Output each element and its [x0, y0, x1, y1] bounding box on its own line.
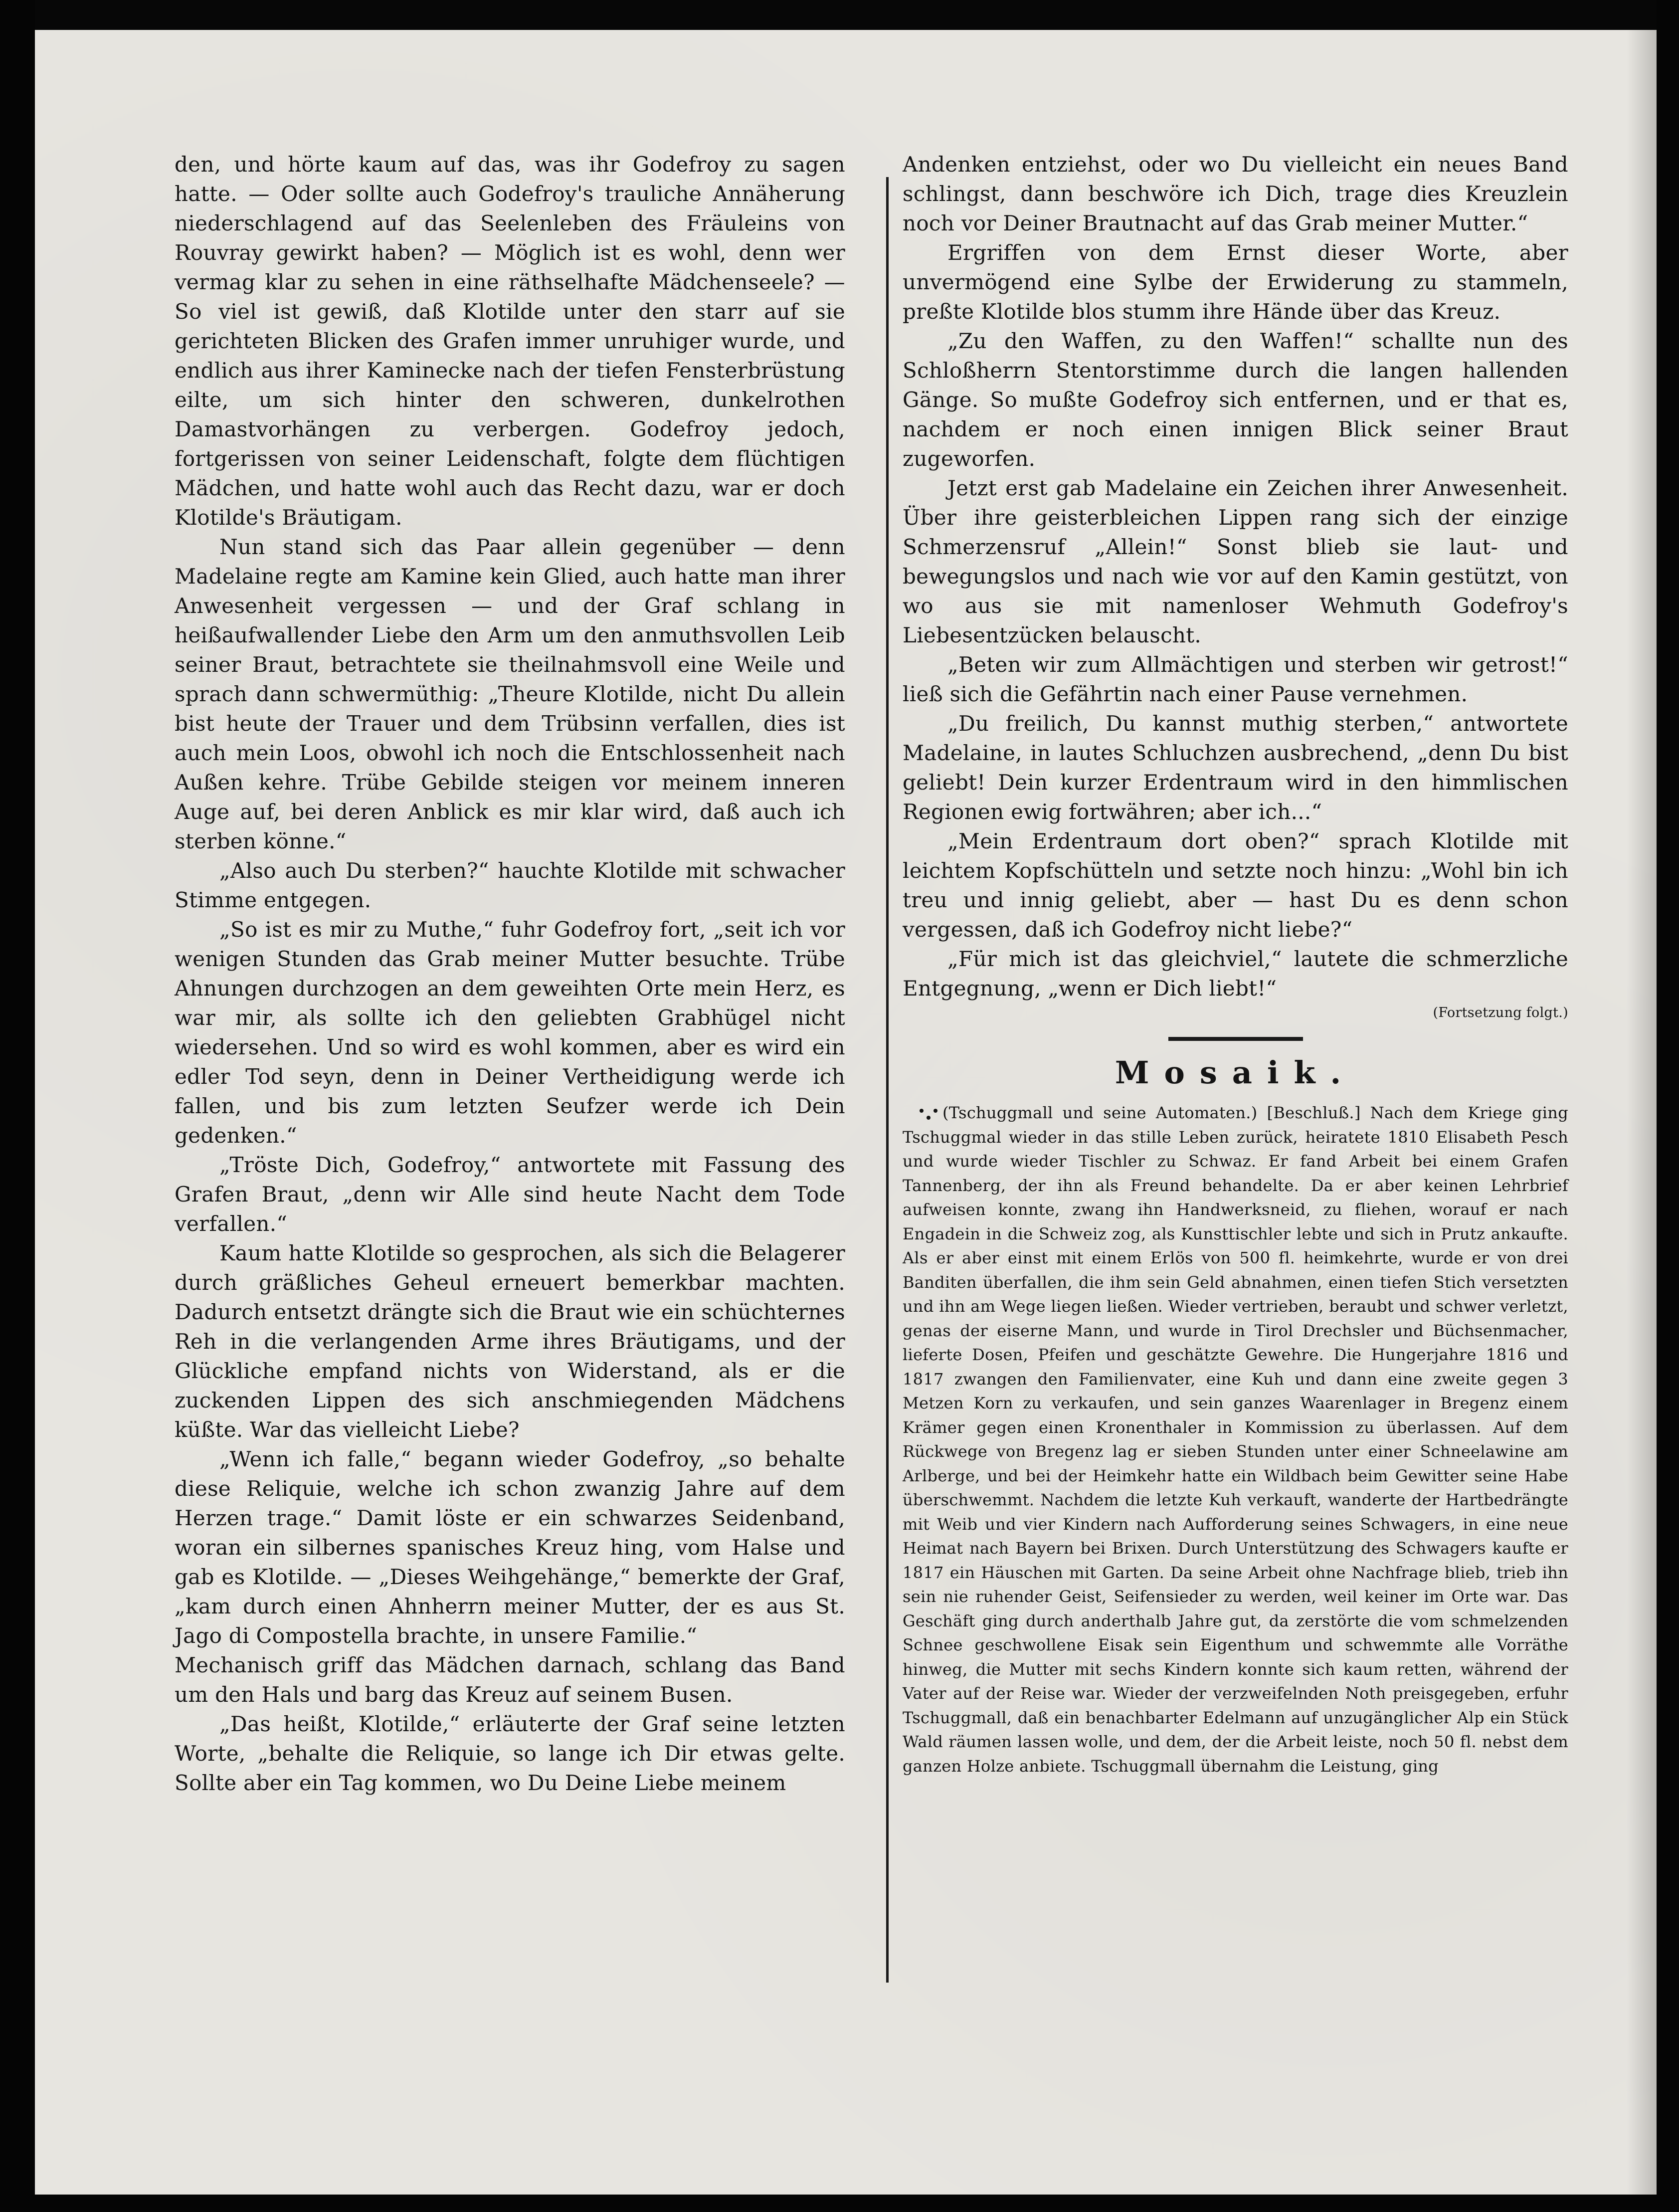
scan-border-bottom	[0, 2195, 1679, 2212]
page-edge-shadow	[1627, 30, 1657, 2195]
scan-border-right	[1657, 0, 1679, 2212]
mosaic-article-text: (Tschuggmall und seine Automaten.) [Beschluß.] Nach dem Kriege ging Tschuggmal wieder in das stille Leben zurück, heiratete 1810 Elisabeth Pesch und wurde wieder Tischler zu Schwaz. Er fand Arbeit bei einem Grafen Tannenberg, der ihn als Freund behandelte. Da er aber keinen Lehrbrief aufweisen konnte, zwang ihn Handwerksneid, zu fliehen, worauf er nach Engadein in die Schweiz zog, als Kunsttischler lebte und sich in Prutz ankaufte. Als er aber einst mit einem Erlös von 500 fl. heimkehrte, wurde er von drei Banditen überfallen, die ihm sein Geld abnahmen, einen tiefen Stich versetzten und ihn am Wege liegen ließen. Wieder vertrieben, beraubt und schwer verletzt, genas der eiserne Mann, und wurde in Tirol Drechsler und Büchsenmacher, lieferte Dosen, Pfeifen und geschätzte Gewehre. Die Hungerjahre 1816 und 1817 zwangen den Familienvater, eine Kuh und dann eine zweite gegen 3 Metzen Korn zu verkaufen, und sein ganzes Waarenlager in Bregenz einem Krämer gegen einen Kronenthaler in Kommission zu überlassen. Auf dem Rückwege von Bregenz lag er sieben Stunden unter einer Schneelawine am Arlberge, und bei der Heimkehr hatte ein Wildbach beim Gewitter seine Habe überschwemmt. Nachdem die letzte Kuh verkauft, wanderte der Hartbedrängte mit Weib und vier Kindern nach Aufforderung seines Schwagers, in eine neue Heimat nach Bayern bei Brixen. Durch Unterstützung des Schwagers kaufte er 1817 ein Häuschen mit Garten. Da seine Arbeit ohne Nachfrage blieb, trieb ihn sein nie ruhender Geist, Seifensieder zu werden, weil keiner im Orte war. Das Geschäft ging durch anderthalb Jahre gut, da zerstörte die vom schmelzenden Schnee geschwollene Eisak sein Eigenthum und schwemmte alle Vorräthe hinweg, die Mutter mit sechs Kindern konnte sich kaum retten, während der Vater auf der Reise war. Wieder der verzweifelnden Noth preisgegeben, erfuhr Tschuggmall, daß ein benachbarter Edelmann auf unzugänglicher Alp ein Stück Wald räumen lassen wolle, und dem, der die Arbeit leiste, noch 50 fl. nebst dem ganzen Holze anbiete. Tschuggmall übernahm die Leistung, ging	[903, 1103, 1568, 1776]
paragraph: Kaum hatte Klotilde so gesprochen, als sich die Belagerer durch gräßliches Geheul erneuert bemerkbar machten. Dadurch entsetzt drängte sich die Braut wie ein schüchternes Reh in die verlangenden Arme ihres Bräutigams, und der Glückliche empfand nichts von Widerstand, als er die zuckenden Lippen des sich anschmiegenden Mädchens küßte. War das vielleicht Liebe?	[175, 1241, 845, 1442]
section-rule	[1168, 1037, 1303, 1041]
paragraph: Mechanisch griff das Mädchen darnach, schlang das Band um den Hals und barg das Kreuz auf seinem Busen.	[175, 1653, 845, 1707]
left-text-column	[175, 150, 845, 1798]
paragraph: „Tröste Dich, Godefroy,“ antwortete mit Fassung des Grafen Braut, „denn wir Alle sind heute Nacht dem Tode verfallen.“	[175, 1153, 845, 1236]
section-title: Mosaik.	[1115, 1054, 1356, 1091]
paragraph: „So ist es mir zu Muthe,“ fuhr Godefroy fort, „seit ich vor wenigen Stunden das Grab meiner Mutter besuchte. Trübe Ahnungen durchzogen an dem geweihten Orte mein Herz, es war mir, als sollte ich den geliebten Grabhügel nicht wiedersehen. Und so wird es wohl kommen, aber es wird ein edler Tod seyn, denn in Deiner Vertheidigung werde ich fallen, und bis zum letzten Seufzer werde ich Dein gedenken.“	[175, 917, 845, 1148]
paragraph: „Du freilich, Du kannst muthig sterben,“ antwortete Madelaine, in lautes Schluchzen ausbrechend, „denn Du bist geliebt! Dein kurzer Erdentraum wird in den himmlischen Regionen ewig fortwähren; aber ich...“	[903, 711, 1568, 824]
asterism-icon	[918, 1108, 939, 1121]
paragraph: Jetzt erst gab Madelaine ein Zeichen ihrer Anwesenheit. Über ihre geisterbleichen Lippen rang sich der einzige Schmerzensruf „Allein!“ Sonst blieb sie laut- und bewegungslos und nach wie vor auf den Kamin gestützt, von wo aus sie mit namenloser Wehmuth Godefroy's Liebesentzücken belauscht.	[903, 476, 1568, 647]
paragraph: „Für mich ist das gleichviel,“ lautete die schmerzliche Entgegnung, „wenn er Dich liebt!“	[903, 947, 1568, 1001]
right-text-column	[903, 150, 1568, 1778]
paragraph: „Mein Erdentraum dort oben?“ sprach Klotilde mit leichtem Kopfschütteln und setzte noch hinzu: „Wohl bin ich treu und innig geliebt, aber — hast Du es denn schon vergessen, daß ich Godefroy nicht liebe?“	[903, 829, 1568, 942]
column-divider	[886, 177, 889, 1983]
paragraph: Andenken entziehst, oder wo Du vielleicht ein neues Band schlingst, dann beschwöre ich Dich, trage dies Kreuzlein noch vor Deiner Brautnacht auf das Grab meiner Mutter.“	[903, 152, 1568, 235]
paragraph: „Wenn ich falle,“ begann wieder Godefroy, „so behalte diese Reliquie, welche ich schon zwanzig Jahre auf dem Herzen trage.“ Damit löste er ein schwarzes Seidenband, woran ein silbernes spanisches Kreuz hing, vom Halse und gab es Klotilde. — „Dieses Weihgehänge,“ bemerkte der Graf, „kam durch einen Ahnherrn meiner Mutter, der es aus St. Jago di Compostella brachte, in unsere Familie.“	[175, 1447, 845, 1648]
paragraph: „Das heißt, Klotilde,“ erläuterte der Graf seine letzten Worte, „behalte die Reliquie, so lange ich Dir etwas gelte. Sollte aber ein Tag kommen, wo Du Deine Liebe meinem	[175, 1712, 845, 1795]
paragraph: „Beten wir zum Allmächtigen und sterben wir getrost!“ ließ sich die Gefährtin nach einer Pause vernehmen.	[903, 652, 1568, 706]
scan-border-left	[0, 0, 35, 2212]
continuation-note: (Fortsetzung folgt.)	[1433, 1005, 1568, 1020]
mosaic-article	[903, 1101, 1568, 1778]
paragraph: Ergriffen von dem Ernst dieser Worte, aber unvermögend eine Sylbe der Erwiderung zu stammeln, preßte Klotilde blos stumm ihre Hände über das Kreuz.	[903, 240, 1568, 324]
paragraph: den, und hörte kaum auf das, was ihr Godefroy zu sagen hatte. — Oder sollte auch Godefroy's trauliche Annäherung niederschlagend auf das Seelenleben des Fräuleins von Rouvray gewirkt haben? — Möglich ist es wohl, denn wer vermag klar zu sehen in eine räthselhafte Mädchenseele? — So viel ist gewiß, daß Klotilde unter den starr auf sie gerichteten Blicken des Grafen immer unruhiger wurde, und endlich aus ihrer Kaminecke nach der tiefen Fensterbrüstung eilte, um sich hinter den schweren, dunkelrothen Damastvorhängen zu verbergen. Godefroy jedoch, fortgerissen von seiner Leidenschaft, folgte dem flüchtigen Mädchen, und hatte wohl auch das Recht dazu, war er doch Klotilde's Bräutigam.	[175, 152, 845, 530]
paragraph: „Zu den Waffen, zu den Waffen!“ schallte nun des Schloßherrn Stentorstimme durch die langen hallenden Gänge. So mußte Godefroy sich entfernen, und er that es, nachdem er noch einen innigen Blick seiner Braut zugeworfen.	[903, 329, 1568, 471]
paragraph: „Also auch Du sterben?“ hauchte Klotilde mit schwacher Stimme entgegen.	[175, 858, 845, 912]
paragraph: Nun stand sich das Paar allein gegenüber — denn Madelaine regte am Kamine kein Glied, auch hatte man ihrer Anwesenheit vergessen — und der Graf schlang in heißaufwallender Liebe den Arm um den anmuthsvollen Leib seiner Braut, betrachtete sie theilnahmsvoll eine Weile und sprach dann schwermüthig: „Theure Klotilde, nicht Du allein bist heute der Trauer und dem Trübsinn verfallen, dies ist auch mein Loos, obwohl ich noch die Entschlossenheit nach Außen kehre. Trübe Gebilde steigen vor meinem inneren Auge auf, bei deren Anblick es mir klar wird, daß auch ich sterben könne.“	[175, 535, 845, 853]
